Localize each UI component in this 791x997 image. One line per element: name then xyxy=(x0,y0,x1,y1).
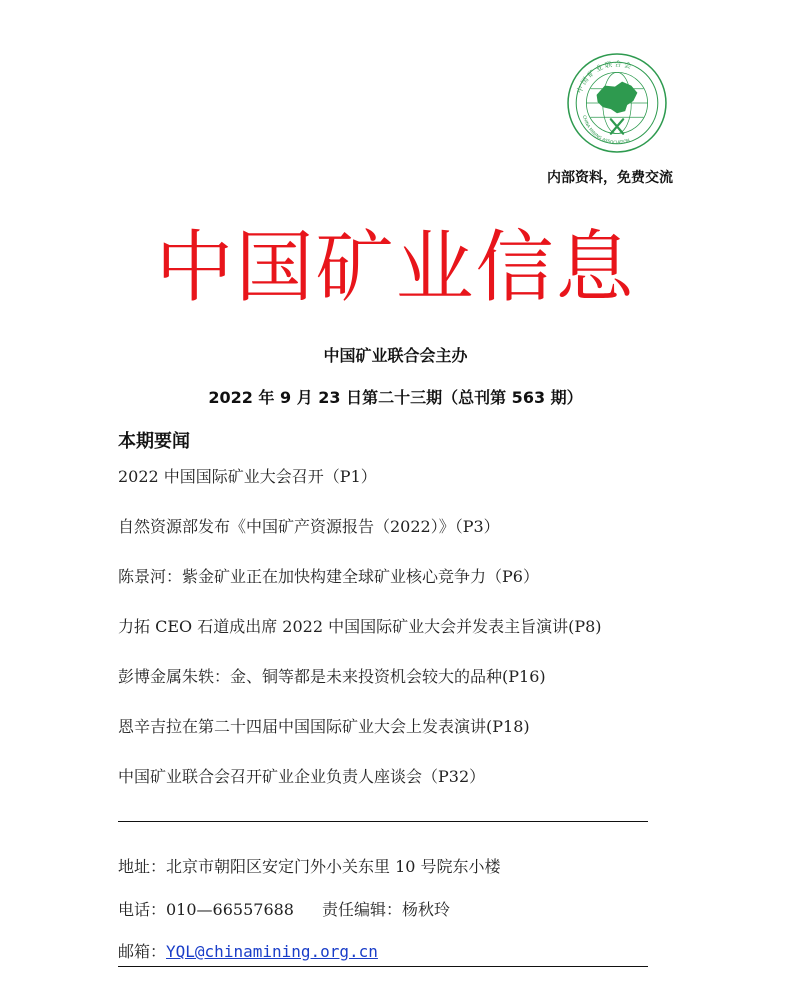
headline-item: 恩辛吉拉在第二十四届中国国际矿业大会上发表演讲(P18) xyxy=(118,717,530,736)
email-link[interactable]: YQL@chinamining.org.cn xyxy=(166,942,378,961)
email-line xyxy=(118,939,378,962)
logo-ring-text-en: CHINA MINING ASSOCIATION xyxy=(580,114,631,146)
headline-list xyxy=(118,462,718,812)
headline-item: 自然资源部发布《中国矿产资源报告（2022）》（P3） xyxy=(118,517,500,536)
divider-bottom xyxy=(118,966,648,967)
publication-title: 中国矿业信息 xyxy=(155,223,636,313)
headline-item: 力拓 CEO 石道成出席 2022 中国国际矿业大会并发表主旨演讲(P8) xyxy=(118,617,602,636)
internal-note: 内部资料，免费交流 xyxy=(547,170,673,186)
divider-top xyxy=(118,821,648,822)
headline-item: 2022 中国国际矿业大会召开（P1） xyxy=(118,467,377,486)
organizer-line: 中国矿业联合会主办 xyxy=(323,346,468,365)
headline-item: 中国矿业联合会召开矿业企业负责人座谈会（P32） xyxy=(118,767,486,786)
editor-text: 责任编辑：杨秋玲 xyxy=(321,900,450,919)
headline-item: 陈景河：紫金矿业正在加快构建全球矿业核心竞争力（P6） xyxy=(118,567,539,586)
email-label: 邮箱： xyxy=(118,942,167,961)
phone-text: 电话：010—66557688 xyxy=(118,900,294,919)
phone-editor-line xyxy=(118,897,450,920)
logo-ring-text: 中国矿业联合会 xyxy=(574,59,635,95)
china-mining-association-logo xyxy=(566,52,668,154)
section-heading: 本期要闻 xyxy=(118,431,190,452)
issue-line: 2022 年 9 月 23 日第二十三期（总刊第 563 期） xyxy=(208,388,583,407)
headline-item: 彭博金属朱轶：金、铜等都是未来投资机会较大的品种(P16) xyxy=(118,667,546,686)
address-line: 地址：北京市朝阳区安定门外小关东里 10 号院东小楼 xyxy=(118,857,501,876)
